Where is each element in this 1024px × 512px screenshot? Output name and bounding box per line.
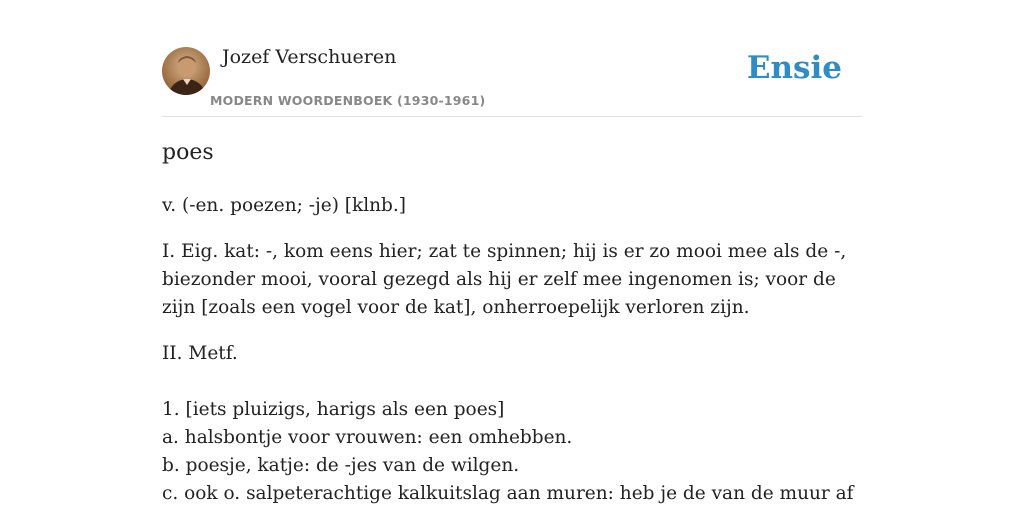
entry-definition — [162, 192, 862, 508]
author-avatar[interactable] — [162, 47, 210, 95]
definition-paragraph: I. Eig. kat: -, kom eens hier; zat te spinnen; hij is er zo mooi mee als de -, biezonder mooi, vooral gezegd als hij er zelf mee ingenomen is; voor de zijn [zoals een vogel voor de kat], onherroepelijk verloren zijn. — [162, 241, 847, 318]
sense-heading: II. Metf. — [162, 343, 238, 364]
sense-item: c. ook o. salpeterachtige kalkuitslag aan muren: heb je de van de muur af — [162, 483, 854, 504]
sense-item: 1. [iets pluizigs, harigs als een poes] — [162, 399, 505, 420]
site-logo[interactable]: Ensie — [746, 50, 842, 86]
sense-item: b. poesje, katje: de -jes van de wilgen. — [162, 455, 520, 476]
sense-item: a. halsbontje voor vrouwen: een omhebben. — [162, 427, 573, 448]
sense-list — [162, 340, 862, 508]
entry-term: poes — [162, 140, 214, 165]
entry-header — [162, 46, 862, 117]
source-label[interactable]: MODERN WOORDENBOEK (1930-1961) — [210, 93, 486, 108]
grammar-line: v. (-en. poezen; -je) [klnb.] — [162, 195, 406, 216]
portrait-image — [162, 47, 210, 95]
author-name[interactable]: Jozef Verschueren — [222, 46, 397, 68]
blank-line — [162, 368, 862, 396]
